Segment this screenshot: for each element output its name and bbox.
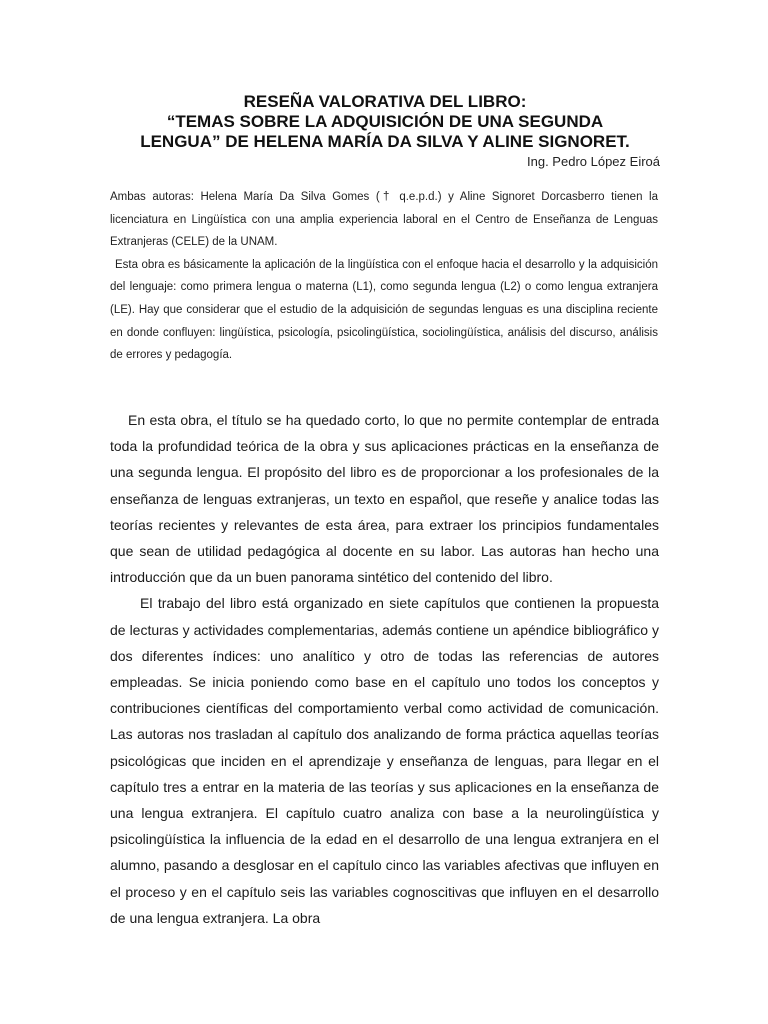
body-paragraph-2: El trabajo del libro está organizado en siete capítulos que contienen la propuesta de lecturas y actividades complementarias, además contiene un apéndice bibliográfico y dos diferentes índices: uno analítico y otro de todas las referencias de autores empleadas. Se inicia poniendo como base en el capítulo uno todos los conceptos y contribuciones científicas del comportamiento verbal como actividad de comunicación. Las autoras nos trasladan al capítulo dos analizando de forma práctica aquellas teorías psicológicas que inciden en el aprendizaje y enseñanza de lenguas, para llegar en el capítulo tres a entrar en la materia de las teorías y sus aplicaciones en la enseñanza de una lengua extranjera. El capítulo cuatro analiza con base a la neurolingüística y psicolingüística la influencia de la edad en el desarrollo de una lengua extranjera en el alumno, pasando a desglosar en el capítulo cinco las variables afectivas que influyen en el proceso y en el capítulo seis las variables cognoscitivas que influyen en el desarrollo de una lengua extranjera. La obra xyxy=(110,595,659,926)
author-byline: Ing. Pedro López Eiroá xyxy=(527,154,660,169)
title-line-1: RESEÑA VALORATIVA DEL LIBRO: xyxy=(243,92,527,111)
abstract-paragraph-1: Ambas autoras: Helena María Da Silva Gomes († q.e.p.d.) y Aline Signoret Dorcasberro tienen la licenciatura en Lingüística con una amplia experiencia laboral en el Centro de Enseñanza de Lenguas Extranjeras (CELE) de la UNAM. xyxy=(110,191,658,249)
title-line-3: LENGUA” DE HELENA MARÍA DA SILVA Y ALINE SIGNORET. xyxy=(140,132,630,151)
abstract-paragraph-2: Esta obra es básicamente la aplicación de la lingüística con el enfoque hacia el desarrollo y la adquisición del lenguaje: como primera lengua o materna (L1), como segunda lengua (L2) o como lengua extranjera (LE). Hay que considerar que el estudio de la adquisición de segundas lenguas es una disciplina reciente en donde confluyen: lingüística, psicología, psicolingüística, sociolingüística, análisis del discurso, análisis de errores y pedagogía. xyxy=(110,258,658,362)
title-line-2: “TEMAS SOBRE LA ADQUISICIÓN DE UNA SEGUNDA xyxy=(166,112,604,131)
body-paragraph-1: En esta obra, el título se ha quedado corto, lo que no permite contemplar de entrada toda la profundidad teórica de la obra y sus aplicaciones prácticas en la enseñanza de una segunda lengua. El propósito del libro es de proporcionar a los profesionales de la enseñanza de lenguas extranjeras, un texto en español, que reseñe y analice todas las teorías recientes y relevantes de esta área, para extraer los principios fundamentales que sean de utilidad pedagógica al docente en su labor. Las autoras han hecho una introducción que da un buen panorama sintético del contenido del libro. xyxy=(110,412,659,586)
body-section xyxy=(110,407,659,931)
document-title xyxy=(100,92,670,152)
abstract-section xyxy=(110,186,658,367)
